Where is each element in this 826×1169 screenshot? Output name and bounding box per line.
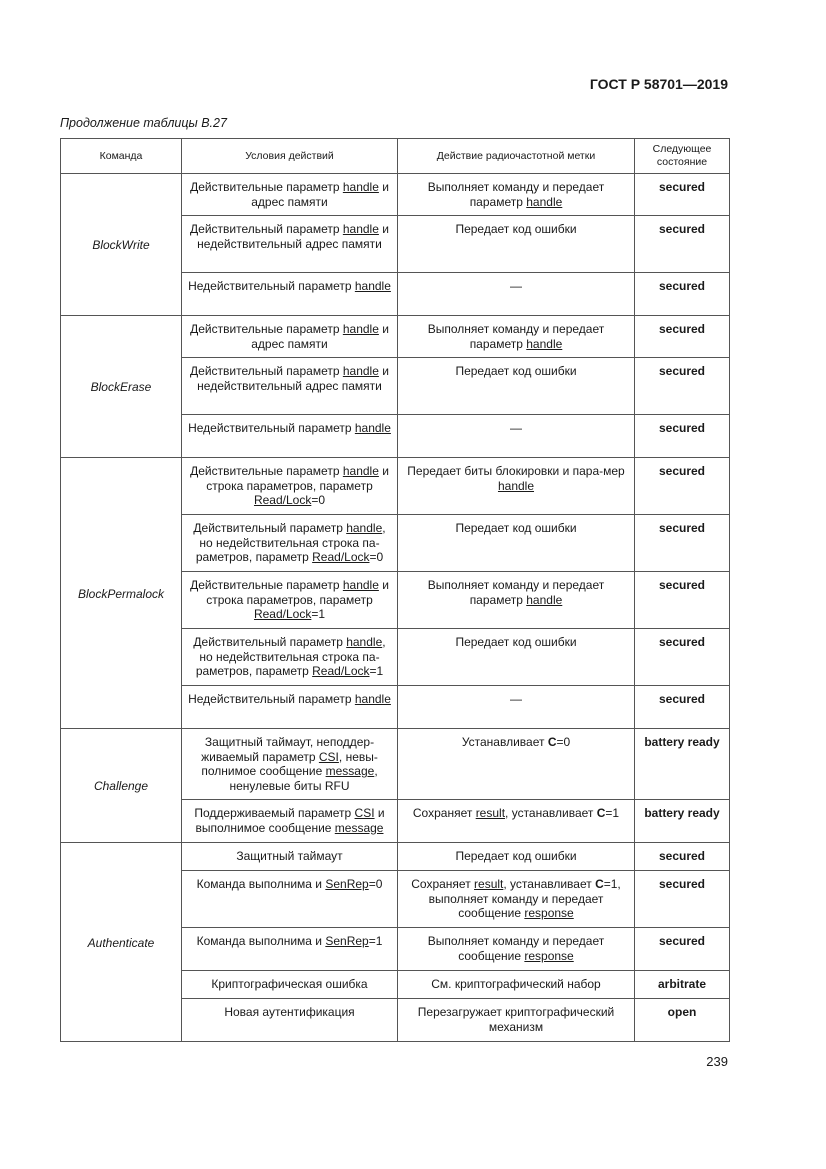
condition-cell: Защитный таймаут, неподдер-живаемый параметр CSI, невы-полнимое сообщение message, ненулевые биты RFU [182, 729, 398, 800]
underlined-term: CSI [354, 806, 375, 820]
action-cell: Сохраняет result, устанавливает C=1 [398, 800, 635, 843]
table-row [61, 174, 730, 216]
column-header-conditions: Условия действий [182, 139, 398, 174]
underlined-term: Read/Lock [253, 607, 312, 621]
underlined-term: Read/Lock [312, 550, 370, 564]
bold-term: C [596, 806, 606, 820]
underlined-term: result [474, 877, 504, 891]
underlined-term: SenRep [325, 877, 369, 891]
condition-cell: Действительные параметр handle и строка параметров, параметр Read/Lock=1 [182, 572, 398, 629]
action-cell: Передает биты блокировки и пара-мер handle [398, 458, 635, 515]
underlined-term: handle [342, 364, 379, 378]
next-state-cell: secured [635, 928, 730, 971]
command-cell: Authenticate [61, 843, 182, 1042]
condition-cell: Действительный параметр handle, но недействительная строка па-раметров, параметр Read/Lock=0 [182, 515, 398, 572]
underlined-term: handle [346, 635, 383, 649]
next-state-cell: secured [635, 316, 730, 358]
next-state-cell: secured [635, 629, 730, 686]
table-continuation-caption: Продолжение таблицы В.27 [60, 116, 227, 130]
command-cell: Challenge [61, 729, 182, 843]
action-cell: Перезагружает криптографический механизм [398, 999, 635, 1042]
action-cell: Выполняет команду и передает сообщение response [398, 928, 635, 971]
underlined-term: handle [497, 478, 535, 493]
next-state-cell: arbitrate [635, 971, 730, 999]
action-cell: Передает код ошибки [398, 843, 635, 871]
command-cell: BlockErase [61, 316, 182, 458]
underlined-term: handle [342, 180, 379, 194]
action-cell: Выполняет команду и передает параметр handle [398, 174, 635, 216]
condition-cell: Новая аутентификация [182, 999, 398, 1042]
underlined-term: handle [354, 279, 391, 293]
condition-cell: Действительный параметр handle, но недействительная строка па-раметров, параметр Read/Lock=1 [182, 629, 398, 686]
action-cell: — [398, 686, 635, 729]
action-cell: Передает код ошибки [398, 629, 635, 686]
page-number: 239 [706, 1054, 728, 1069]
table-row [61, 316, 730, 358]
action-cell: Передает код ошибки [398, 216, 635, 273]
command-cell: BlockPermalock [61, 458, 182, 729]
action-cell: Устанавливает C=0 [398, 729, 635, 800]
command-table [60, 138, 730, 1042]
table-row [61, 843, 730, 871]
next-state-cell: secured [635, 515, 730, 572]
underlined-term: handle [342, 578, 379, 592]
condition-cell: Действительные параметр handle и адрес памяти [182, 174, 398, 216]
next-state-cell: battery ready [635, 729, 730, 800]
next-state-cell: secured [635, 174, 730, 216]
next-state-cell: battery ready [635, 800, 730, 843]
underlined-term: handle [342, 222, 379, 236]
command-cell: BlockWrite [61, 174, 182, 316]
underlined-term: message [334, 820, 384, 835]
condition-cell: Действительный параметр handle и недействительный адрес памяти [182, 358, 398, 415]
condition-cell: Криптографическая ошибка [182, 971, 398, 999]
action-cell: Сохраняет result, устанавливает C=1, выполняет команду и передает сообщение response [398, 871, 635, 928]
condition-cell: Действительные параметр handle и адрес памяти [182, 316, 398, 358]
bold-term: C [595, 877, 604, 891]
underlined-term: handle [346, 521, 383, 535]
action-cell: См. криптографический набор [398, 971, 635, 999]
condition-cell: Действительный параметр handle и недействительный адрес памяти [182, 216, 398, 273]
condition-cell: Защитный таймаут [182, 843, 398, 871]
next-state-cell: open [635, 999, 730, 1042]
action-cell: Выполняет команду и передает параметр handle [398, 316, 635, 358]
underlined-term: handle [342, 464, 379, 478]
table-row [61, 458, 730, 515]
condition-cell: Поддерживаемый параметр CSI и выполнимое сообщение message [182, 800, 398, 843]
underlined-term: response [524, 906, 574, 920]
underlined-term: handle [526, 592, 563, 607]
bold-term: C [547, 735, 557, 749]
action-cell: Передает код ошибки [398, 515, 635, 572]
underlined-term: SenRep [325, 934, 369, 948]
condition-cell: Недействительный параметр handle [182, 273, 398, 316]
condition-cell: Недействительный параметр handle [182, 415, 398, 458]
table-row [61, 729, 730, 800]
next-state-cell: secured [635, 871, 730, 928]
next-state-cell: secured [635, 572, 730, 629]
underlined-term: handle [342, 322, 379, 336]
next-state-cell: secured [635, 458, 730, 515]
condition-cell: Действительные параметр handle и строка параметров, параметр Read/Lock=0 [182, 458, 398, 515]
next-state-cell: secured [635, 216, 730, 273]
next-state-cell: secured [635, 415, 730, 458]
condition-cell: Недействительный параметр handle [182, 686, 398, 729]
underlined-term: response [524, 948, 574, 963]
action-cell: Передает код ошибки [398, 358, 635, 415]
underlined-term: result [475, 806, 506, 820]
next-state-cell: secured [635, 358, 730, 415]
next-state-cell: secured [635, 273, 730, 316]
underlined-term: handle [526, 336, 563, 351]
action-cell: — [398, 273, 635, 316]
underlined-term: handle [354, 421, 391, 435]
underlined-term: handle [354, 692, 391, 706]
next-state-cell: secured [635, 843, 730, 871]
underlined-term: CSI [318, 749, 339, 764]
column-header-next-state: Следующее состояние [635, 139, 730, 174]
next-state-cell: secured [635, 686, 730, 729]
document-standard-header: ГОСТ Р 58701—2019 [589, 76, 728, 92]
condition-cell: Команда выполнима и SenRep=1 [182, 928, 398, 971]
column-header-action: Действие радиочастотной метки [398, 139, 635, 174]
action-cell: Выполняет команду и передает параметр handle [398, 572, 635, 629]
underlined-term: handle [526, 194, 563, 209]
underlined-term: Read/Lock [312, 664, 370, 678]
action-cell: — [398, 415, 635, 458]
table-header-row [61, 139, 730, 174]
underlined-term: message [325, 764, 375, 778]
condition-cell: Команда выполнима и SenRep=0 [182, 871, 398, 928]
underlined-term: Read/Lock [253, 493, 312, 507]
column-header-command: Команда [61, 139, 182, 174]
